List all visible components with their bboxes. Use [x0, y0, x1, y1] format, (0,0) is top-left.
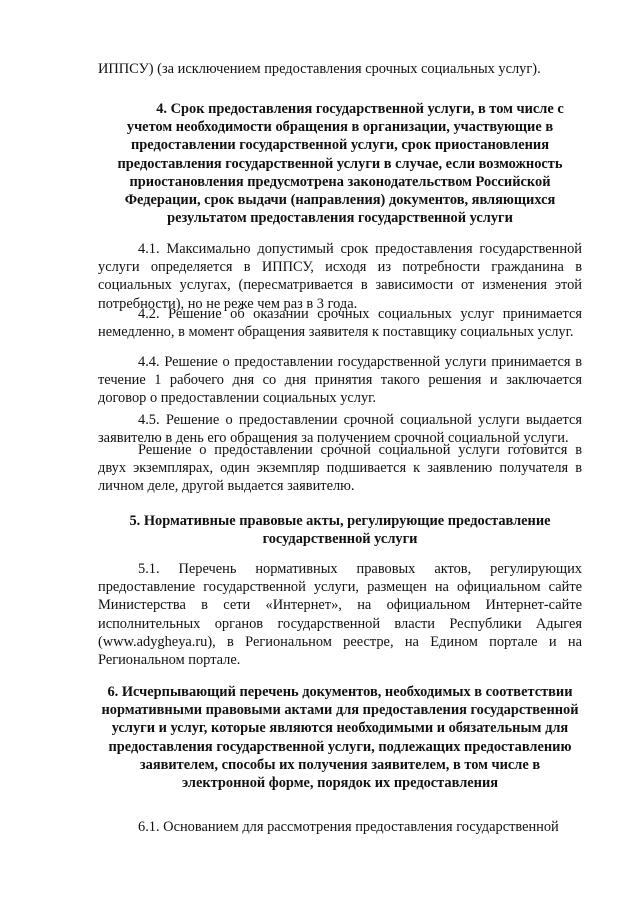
- paragraph-4-2: 4.2. Решение об оказании срочных социальных услуг принимается немедленно, в момент обращения заявителя к поставщику социальных услуг.: [98, 306, 582, 341]
- paragraph-4-1: 4.1. Максимально допустимый срок предоставления государственной услуги определяется в ИППСУ, исходя из потребности гражданина в социальных услугах, (пересматривается в зависимости от изменения этой потребности), но не реже чем раз в 3 года.: [98, 241, 582, 312]
- paragraph-4-5-note: Решение о предоставлении срочной социальной услуги готовится в двух экземплярах, один экземпляр подшивается к заявлению получателя в личном деле, другой выдается заявителю.: [98, 442, 582, 495]
- section-4-heading: 4. Срок предоставления государственной услуги, в том числе с учетом необходимости обращения в организации, участвующие в предоставлении государственной услуги, срок приостановления предоставления государственной услуги в случае, если возможность приостановления предусмотрена законодательством Российской Федерации, срок выдачи (направления) документов, являющихся результатом предоставления государственной услуги: [117, 101, 564, 227]
- paragraph-4-4: 4.4. Решение о предоставлении государственной услуги принимается в течение 1 рабочего дня со дня принятия такого решения и заключается договор о предоставлении социальных услуг.: [98, 354, 582, 407]
- paragraph-4-5: 4.5. Решение о предоставлении срочной социальной услуги выдается заявителю в день его обращения за получением срочной социальной услуги.: [98, 412, 582, 447]
- continuation-line: ИППСУ) (за исключением предоставления срочных социальных услуг).: [98, 61, 541, 77]
- section-6-heading: 6. Исчерпывающий перечень документов, необходимых в соответствии нормативными правовыми актами для предоставления государственной услуги и услуг, которые являются необходимыми и обязательным для предоставления государственной услуги, подлежащих предоставлению заявителем, способы их получения заявителем, в том числе в электронной форме, порядок их предоставления: [101, 684, 579, 792]
- paragraph-5-1: 5.1. Перечень нормативных правовых актов, регулирующих предоставление государственной услуги, размещен на официальном сайте Министерства в сети «Интернет», на официальном Интернет-сайте исполнительных органов государственной власти Республики Адыгея (www.adygheya.ru), в Региональном реестре, на Едином портале и на Региональном портале.: [98, 561, 582, 669]
- paragraph-6-1: 6.1. Основанием для рассмотрения предоставления государственной: [138, 819, 559, 835]
- section-5-heading: 5. Нормативные правовые акты, регулирующие предоставление государственной услуги: [129, 513, 551, 548]
